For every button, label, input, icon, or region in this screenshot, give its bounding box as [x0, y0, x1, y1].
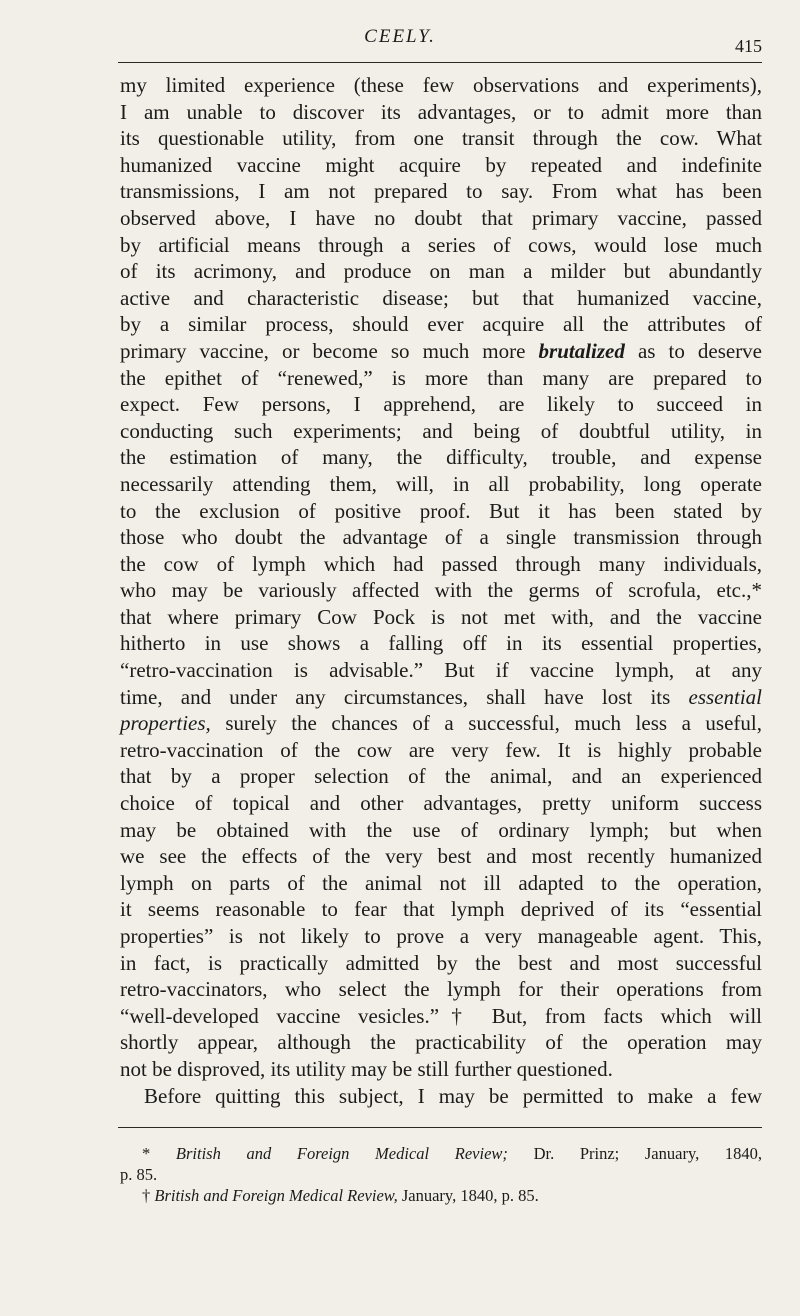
text-segment: surely the chances of a successful, much less a useful,	[225, 711, 763, 736]
text-line: conducting such experiments; and being of doubtful utility, in	[120, 418, 762, 443]
text-line: by a similar process, should ever acquire all the attributes of	[120, 312, 762, 337]
footnote-citation: Dr. Prinz; January, 1840,	[533, 1144, 763, 1163]
text-line: the epithet of “renewed,” is more than many are prepared to	[120, 365, 762, 390]
emphasis-properties: properties,	[120, 711, 211, 736]
text-line: to the exclusion of positive proof. But it has been stated by	[120, 498, 762, 523]
footnote-1	[120, 1143, 762, 1164]
footnote-journal: British and Foreign Medical Review,	[154, 1186, 398, 1205]
text-line: that by a proper selection of the animal, and an experienced	[120, 764, 762, 789]
text-line: in fact, is practically admitted by the best and most successful	[120, 950, 762, 975]
text-line: transmissions, I am not prepared to say. From what has been	[120, 179, 762, 204]
text-line: who may be variously affected with the germs of scrofula, etc.,*	[120, 578, 762, 603]
text-line: necessarily attending them, will, in all probability, long operate	[120, 471, 762, 496]
text-line: humanized vaccine might acquire by repeated and indefinite	[120, 152, 762, 177]
text-line: lymph on parts of the animal not ill adapted to the operation,	[120, 870, 762, 895]
text-line: “retro-vaccination is advisable.” But if vaccine lymph, at any	[120, 658, 762, 683]
text-line: the cow of lymph which had passed through many individuals,	[120, 551, 762, 576]
page-number: 415	[735, 36, 762, 56]
text-line: by artificial means through a series of cows, would lose much	[120, 232, 762, 257]
emphasis-brutalized: brutalized	[538, 338, 625, 363]
text-line: Before quitting this subject, I may be permitted to make a few	[144, 1083, 762, 1108]
text-segment: time, and under any circumstances, shall have lost its	[120, 684, 671, 709]
text-line: retro-vaccinators, who select the lymph for their operations from	[120, 977, 762, 1002]
text-line: retro-vaccination of the cow are very few. It is highly probable	[120, 737, 762, 762]
footnote-journal: British and Foreign Medical Review;	[175, 1144, 508, 1163]
text-line: may be obtained with the use of ordinary lymph; but when	[120, 817, 762, 842]
text-line: of its acrimony, and produce on man a milder but abundantly	[120, 259, 762, 284]
footnotes	[120, 1143, 762, 1206]
footnote-2	[120, 1185, 762, 1206]
running-title: CEELY.	[364, 26, 436, 47]
main-text	[120, 72, 762, 1109]
text-line: active and characteristic disease; but that humanized vaccine,	[120, 285, 762, 310]
text-line: choice of topical and other advantages, pretty uniform success	[120, 791, 762, 816]
header-rule	[118, 62, 762, 63]
text-line: properties” is not likely to prove a very manageable agent. This,	[120, 924, 762, 948]
footnote-mark: *	[142, 1144, 151, 1163]
text-line: not be disproved, its utility may be still further questioned.	[120, 1056, 613, 1081]
text-line	[120, 338, 762, 365]
text-line: those who doubt the advantage of a single transmission through	[120, 525, 762, 550]
text-segment: primary vaccine, or become so much more	[120, 338, 526, 363]
text-line: “well-developed vaccine vesicles.”† But, from facts which will	[120, 1003, 762, 1028]
text-line: my limited experience (these few observations and experiments),	[120, 73, 762, 97]
text-line: I am unable to discover its advantages, or to admit more than	[120, 99, 762, 124]
text-line: the estimation of many, the difficulty, trouble, and expense	[120, 445, 762, 470]
text-line	[120, 684, 762, 711]
text-line: hitherto in use shows a falling off in its essential properties,	[120, 631, 762, 656]
text-line: that where primary Cow Pock is not met with, and the vaccine	[120, 604, 762, 629]
emphasis-essential: essential	[688, 684, 762, 709]
footnote-mark: †	[142, 1186, 151, 1205]
footnote-1-continuation: p. 85.	[120, 1165, 158, 1184]
text-line	[120, 710, 762, 737]
footnote-citation: January, 1840, p. 85.	[401, 1186, 539, 1205]
text-segment: as to deserve	[637, 338, 763, 363]
text-line: expect. Few persons, I apprehend, are likely to succeed in	[120, 392, 762, 417]
footnote-rule	[118, 1127, 762, 1128]
text-line: we see the effects of the very best and most recently humanized	[120, 844, 762, 869]
text-line: its questionable utility, from one transit through the cow. What	[120, 126, 762, 151]
text-line: shortly appear, although the practicability of the operation may	[120, 1030, 762, 1055]
text-line: it seems reasonable to fear that lymph deprived of its “essential	[120, 897, 762, 922]
text-line: observed above, I have no doubt that primary vaccine, passed	[120, 205, 762, 230]
